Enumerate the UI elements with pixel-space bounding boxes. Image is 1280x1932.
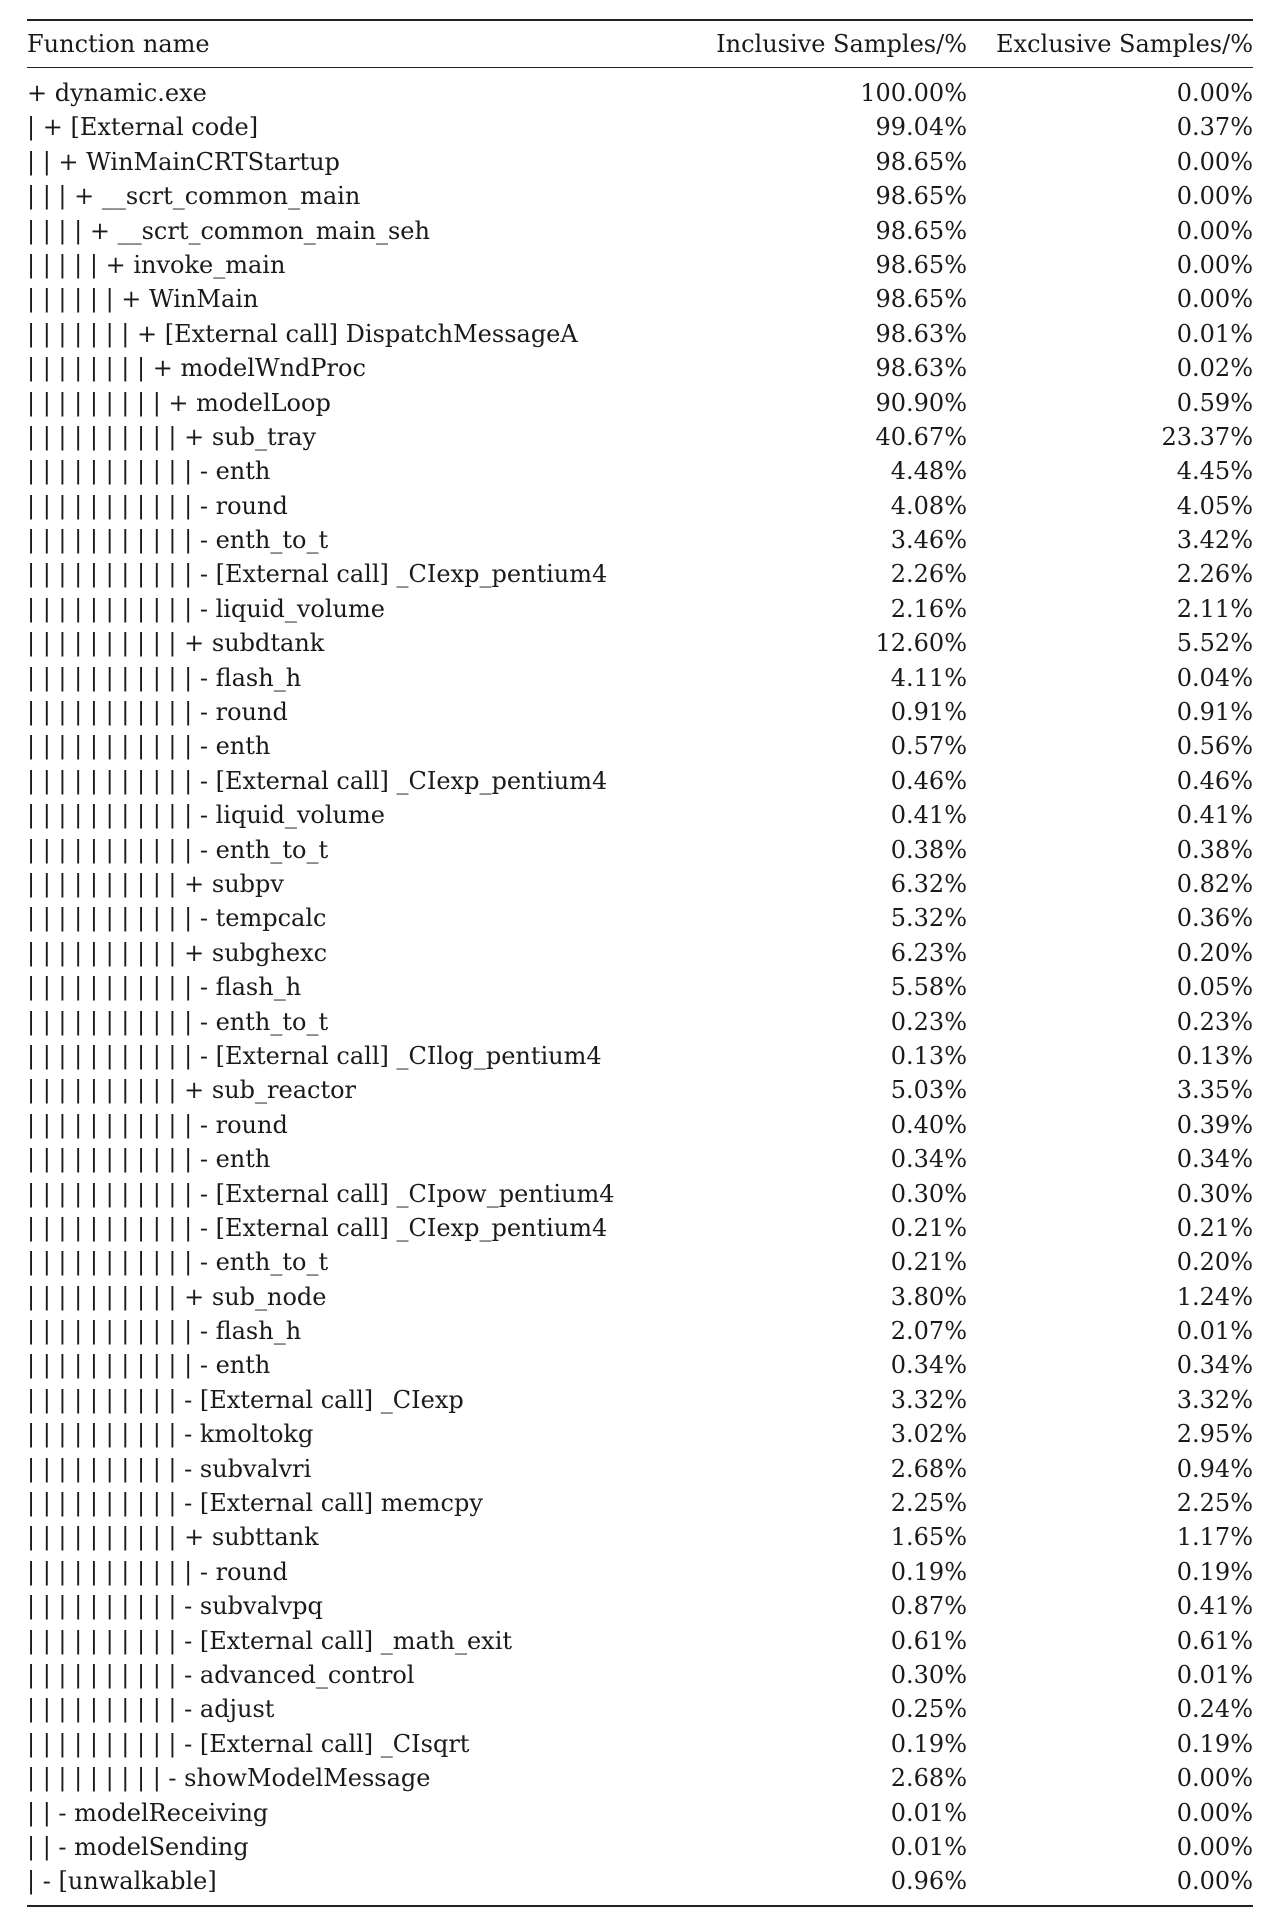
inclusive-samples-cell: 0.23%	[890, 1007, 967, 1036]
table-row	[27, 833, 1253, 867]
exclusive-samples-cell: 0.01%	[1176, 1317, 1253, 1346]
inclusive-samples-cell: 40.67%	[875, 422, 967, 451]
table-row	[27, 1864, 1253, 1898]
header-exclusive-samples: Exclusive Samples/%	[996, 30, 1253, 58]
function-name-cell: | | | | | | | | | | + sub_tray	[27, 422, 317, 451]
table-row	[27, 386, 1253, 420]
inclusive-samples-cell: 0.34%	[890, 1145, 967, 1174]
inclusive-samples-cell: 3.46%	[890, 526, 967, 555]
function-name-cell: | | - modelReceiving	[27, 1798, 269, 1827]
table-row	[27, 1005, 1253, 1039]
header-inclusive-samples: Inclusive Samples/%	[716, 30, 967, 58]
exclusive-samples-cell: 2.25%	[1176, 1489, 1253, 1518]
exclusive-samples-cell: 0.00%	[1176, 1798, 1253, 1827]
inclusive-samples-cell: 2.68%	[890, 1454, 967, 1483]
table-row	[27, 901, 1253, 935]
function-name-cell: | | | | | | | | | | | - [External call] _CIpow_pentium4	[27, 1179, 615, 1208]
table-row	[27, 1658, 1253, 1692]
table-row	[27, 1727, 1253, 1761]
function-name-cell: | | | | | | | | | | | - liquid_volume	[27, 594, 385, 623]
exclusive-samples-cell: 2.26%	[1176, 560, 1253, 589]
inclusive-samples-cell: 0.87%	[890, 1592, 967, 1621]
exclusive-samples-cell: 0.56%	[1176, 732, 1253, 761]
inclusive-samples-cell: 98.65%	[875, 182, 967, 211]
table-row	[27, 729, 1253, 763]
function-name-cell: | | | | | | | | | | + sub_node	[27, 1282, 327, 1311]
exclusive-samples-cell: 0.39%	[1176, 1110, 1253, 1139]
table-bottom-rule	[27, 1905, 1253, 1907]
function-name-cell: | | | | | | | | | | + subttank	[27, 1523, 319, 1552]
function-name-cell: | | | | | | | | | | | - enth_to_t	[27, 1248, 329, 1277]
exclusive-samples-cell: 0.41%	[1176, 801, 1253, 830]
table-row	[27, 282, 1253, 316]
function-name-cell: + dynamic.exe	[27, 79, 207, 107]
table-row	[27, 1245, 1253, 1279]
function-name-cell: | | | | | | | | | - showModelMessage	[27, 1764, 431, 1793]
function-name-cell: | | | | | | | | | | | - round	[27, 698, 288, 727]
inclusive-samples-cell: 2.26%	[890, 560, 967, 589]
function-name-cell: | | | | | | | | | | + subdtank	[27, 629, 325, 658]
inclusive-samples-cell: 0.34%	[890, 1351, 967, 1380]
table-row	[27, 1692, 1253, 1726]
table-row	[27, 798, 1253, 832]
exclusive-samples-cell: 0.23%	[1176, 1007, 1253, 1036]
inclusive-samples-cell: 100.00%	[860, 79, 967, 107]
table-row	[27, 1039, 1253, 1073]
table-row	[27, 661, 1253, 695]
inclusive-samples-cell: 0.38%	[890, 835, 967, 864]
function-name-cell: | | | | | | | | | | | - enth	[27, 1145, 271, 1174]
exclusive-samples-cell: 0.00%	[1176, 182, 1253, 211]
exclusive-samples-cell: 0.20%	[1176, 938, 1253, 967]
function-name-cell: | | | | | | | | | | + subpv	[27, 869, 284, 898]
exclusive-samples-cell: 0.38%	[1176, 835, 1253, 864]
exclusive-samples-cell: 3.42%	[1176, 526, 1253, 555]
function-name-cell: | | | | | | | | | | - adjust	[27, 1695, 275, 1724]
function-name-cell: | | | | | | | | | | + sub_reactor	[27, 1076, 357, 1105]
table-row	[27, 1073, 1253, 1107]
function-name-cell: | | - modelSending	[27, 1832, 249, 1861]
exclusive-samples-cell: 0.00%	[1176, 79, 1253, 107]
function-name-cell: | | | | | | | | | | | - enth_to_t	[27, 835, 329, 864]
table-row	[27, 936, 1253, 970]
exclusive-samples-cell: 0.05%	[1176, 973, 1253, 1002]
inclusive-samples-cell: 0.40%	[890, 1110, 967, 1139]
inclusive-samples-cell: 4.48%	[890, 457, 967, 486]
table-row	[27, 1211, 1253, 1245]
function-name-cell: | | | | | | | | | | | - round	[27, 1557, 288, 1586]
inclusive-samples-cell: 98.65%	[875, 216, 967, 245]
exclusive-samples-cell: 0.00%	[1176, 1832, 1253, 1861]
function-name-cell: | | | | | | | | | | | - [External call] _CIexp_pentium4	[27, 560, 608, 589]
table-row	[27, 1486, 1253, 1520]
exclusive-samples-cell: 0.00%	[1176, 285, 1253, 314]
table-row	[27, 626, 1253, 660]
exclusive-samples-cell: 0.59%	[1176, 388, 1253, 417]
inclusive-samples-cell: 98.63%	[875, 319, 967, 348]
table-row	[27, 1452, 1253, 1486]
inclusive-samples-cell: 99.04%	[875, 113, 967, 142]
table-row	[27, 1520, 1253, 1554]
profiler-table	[27, 19, 1253, 1907]
table-row	[27, 1177, 1253, 1211]
function-name-cell: | | | | + __scrt_common_main_seh	[27, 216, 430, 245]
function-name-cell: | | | | | | | | | | - [External call] memcpy	[27, 1489, 483, 1518]
inclusive-samples-cell: 0.01%	[890, 1832, 967, 1861]
exclusive-samples-cell: 0.94%	[1176, 1454, 1253, 1483]
function-name-cell: | | | | | | | | | | | - enth	[27, 732, 271, 761]
inclusive-samples-cell: 2.25%	[890, 1489, 967, 1518]
function-name-cell: | | | | | | | | | | | - liquid_volume	[27, 801, 385, 830]
table-row	[27, 1761, 1253, 1795]
function-name-cell: | | | | | | | | | | | - enth_to_t	[27, 1007, 329, 1036]
exclusive-samples-cell: 0.24%	[1176, 1695, 1253, 1724]
exclusive-samples-cell: 0.82%	[1176, 869, 1253, 898]
function-name-cell: | | | | | | | | | | - [External call] _CIsqrt	[27, 1729, 470, 1758]
function-name-cell: | | | | | | | | | | | - enth	[27, 1351, 271, 1380]
exclusive-samples-cell: 0.19%	[1176, 1557, 1253, 1586]
table-row	[27, 1589, 1253, 1623]
function-name-cell: | | | | | | | | | | | - [External call] _CIlog_pentium4	[27, 1041, 602, 1070]
exclusive-samples-cell: 0.02%	[1176, 354, 1253, 383]
function-name-cell: | | | | | | | | | | - advanced_control	[27, 1660, 415, 1689]
exclusive-samples-cell: 4.45%	[1176, 457, 1253, 486]
table-row	[27, 764, 1253, 798]
exclusive-samples-cell: 0.20%	[1176, 1248, 1253, 1277]
inclusive-samples-cell: 0.13%	[890, 1041, 967, 1070]
exclusive-samples-cell: 2.95%	[1176, 1420, 1253, 1449]
function-name-cell: | | | | | | + WinMain	[27, 285, 259, 314]
table-row	[27, 1796, 1253, 1830]
exclusive-samples-cell: 0.01%	[1176, 319, 1253, 348]
table-row	[27, 1555, 1253, 1589]
inclusive-samples-cell: 98.65%	[875, 147, 967, 176]
exclusive-samples-cell: 0.37%	[1176, 113, 1253, 142]
function-name-cell: | | | | | | | | | | + subghexc	[27, 938, 328, 967]
inclusive-samples-cell: 0.46%	[890, 766, 967, 795]
table-row	[27, 420, 1253, 454]
table-row	[27, 1348, 1253, 1382]
function-name-cell: | | | | | | | | | | - subvalvpq	[27, 1592, 323, 1621]
function-name-cell: | | | | | | | | | | | - enth	[27, 457, 271, 486]
exclusive-samples-cell: 0.19%	[1176, 1729, 1253, 1758]
inclusive-samples-cell: 98.65%	[875, 250, 967, 279]
table-body	[27, 68, 1253, 1905]
inclusive-samples-cell: 0.91%	[890, 698, 967, 727]
table-row	[27, 1624, 1253, 1658]
exclusive-samples-cell: 2.11%	[1176, 594, 1253, 623]
inclusive-samples-cell: 98.63%	[875, 354, 967, 383]
function-name-cell: | | | | | | | | | | | - enth_to_t	[27, 526, 329, 555]
table-row	[27, 1417, 1253, 1451]
exclusive-samples-cell: 0.36%	[1176, 904, 1253, 933]
exclusive-samples-cell: 0.00%	[1176, 1867, 1253, 1896]
function-name-cell: | | | | | | | | | | | - flash_h	[27, 663, 302, 692]
function-name-cell: | | | | | | | | | + modelLoop	[27, 388, 331, 417]
inclusive-samples-cell: 0.21%	[890, 1248, 967, 1277]
inclusive-samples-cell: 0.21%	[890, 1213, 967, 1242]
inclusive-samples-cell: 2.68%	[890, 1764, 967, 1793]
inclusive-samples-cell: 0.30%	[890, 1660, 967, 1689]
function-name-cell: | | | | | + invoke_main	[27, 250, 286, 279]
inclusive-samples-cell: 0.19%	[890, 1557, 967, 1586]
function-name-cell: | | | | | | | | | | | - [External call] _CIexp_pentium4	[27, 1213, 608, 1242]
exclusive-samples-cell: 0.13%	[1176, 1041, 1253, 1070]
header-function-name: Function name	[27, 30, 210, 58]
inclusive-samples-cell: 6.32%	[890, 869, 967, 898]
exclusive-samples-cell: 0.00%	[1176, 250, 1253, 279]
table-row	[27, 523, 1253, 557]
table-row	[27, 1142, 1253, 1176]
inclusive-samples-cell: 5.32%	[890, 904, 967, 933]
table-row	[27, 1314, 1253, 1348]
function-name-cell: | | | | | | | | | | - [External call] _CIexp	[27, 1385, 464, 1414]
exclusive-samples-cell: 0.00%	[1176, 216, 1253, 245]
table-row	[27, 110, 1253, 144]
function-name-cell: | | | + __scrt_common_main	[27, 182, 361, 211]
function-name-cell: | | | | | | | | | | - [External call] _math_exit	[27, 1626, 513, 1655]
table-row	[27, 970, 1253, 1004]
table-row	[27, 317, 1253, 351]
inclusive-samples-cell: 4.11%	[890, 663, 967, 692]
table-row	[27, 248, 1253, 282]
exclusive-samples-cell: 0.01%	[1176, 1660, 1253, 1689]
exclusive-samples-cell: 0.21%	[1176, 1213, 1253, 1242]
table-row	[27, 454, 1253, 488]
inclusive-samples-cell: 2.16%	[890, 594, 967, 623]
exclusive-samples-cell: 23.37%	[1161, 422, 1253, 451]
inclusive-samples-cell: 5.03%	[890, 1076, 967, 1105]
table-row	[27, 1108, 1253, 1142]
inclusive-samples-cell: 3.80%	[890, 1282, 967, 1311]
table-row	[27, 695, 1253, 729]
table-row	[27, 867, 1253, 901]
inclusive-samples-cell: 3.32%	[890, 1385, 967, 1414]
inclusive-samples-cell: 0.30%	[890, 1179, 967, 1208]
function-name-cell: | + [External code]	[27, 113, 259, 142]
exclusive-samples-cell: 0.00%	[1176, 1764, 1253, 1793]
inclusive-samples-cell: 12.60%	[875, 629, 967, 658]
inclusive-samples-cell: 3.02%	[890, 1420, 967, 1449]
function-name-cell: | | | | | | | | | | | - tempcalc	[27, 904, 327, 933]
exclusive-samples-cell: 0.91%	[1176, 698, 1253, 727]
exclusive-samples-cell: 0.41%	[1176, 1592, 1253, 1621]
exclusive-samples-cell: 0.61%	[1176, 1626, 1253, 1655]
function-name-cell: | | | | | | | | | | | - flash_h	[27, 1317, 302, 1346]
exclusive-samples-cell: 0.34%	[1176, 1351, 1253, 1380]
inclusive-samples-cell: 5.58%	[890, 973, 967, 1002]
table-row	[27, 1383, 1253, 1417]
function-name-cell: | | | | | | | | | | - subvalvri	[27, 1454, 312, 1483]
table-row	[27, 557, 1253, 591]
inclusive-samples-cell: 4.08%	[890, 491, 967, 520]
function-name-cell: | | | | | | | | | | - kmoltokg	[27, 1420, 314, 1449]
table-row	[27, 1830, 1253, 1864]
exclusive-samples-cell: 0.46%	[1176, 766, 1253, 795]
exclusive-samples-cell: 0.30%	[1176, 1179, 1253, 1208]
function-name-cell: | | | | | | | | | | | - [External call] _CIexp_pentium4	[27, 766, 608, 795]
inclusive-samples-cell: 6.23%	[890, 938, 967, 967]
exclusive-samples-cell: 1.24%	[1176, 1282, 1253, 1311]
inclusive-samples-cell: 0.41%	[890, 801, 967, 830]
function-name-cell: | | | | | | | | | | | - round	[27, 1110, 288, 1139]
exclusive-samples-cell: 0.34%	[1176, 1145, 1253, 1174]
inclusive-samples-cell: 0.96%	[890, 1867, 967, 1896]
function-name-cell: | | | | | | | + [External call] DispatchMessageA	[27, 319, 578, 348]
inclusive-samples-cell: 0.01%	[890, 1798, 967, 1827]
exclusive-samples-cell: 4.05%	[1176, 491, 1253, 520]
exclusive-samples-cell: 1.17%	[1176, 1523, 1253, 1552]
inclusive-samples-cell: 0.61%	[890, 1626, 967, 1655]
inclusive-samples-cell: 90.90%	[875, 388, 967, 417]
function-name-cell: | - [unwalkable]	[27, 1867, 217, 1896]
inclusive-samples-cell: 0.19%	[890, 1729, 967, 1758]
table-row	[27, 1280, 1253, 1314]
table-row	[27, 76, 1253, 110]
exclusive-samples-cell: 0.04%	[1176, 663, 1253, 692]
exclusive-samples-cell: 3.32%	[1176, 1385, 1253, 1414]
table-row	[27, 214, 1253, 248]
table-row	[27, 145, 1253, 179]
table-header-row	[27, 21, 1253, 67]
inclusive-samples-cell: 98.65%	[875, 285, 967, 314]
inclusive-samples-cell: 0.25%	[890, 1695, 967, 1724]
function-name-cell: | | + WinMainCRTStartup	[27, 147, 340, 176]
function-name-cell: | | | | | | | | + modelWndProc	[27, 354, 366, 383]
table-row	[27, 592, 1253, 626]
function-name-cell: | | | | | | | | | | | - round	[27, 491, 288, 520]
inclusive-samples-cell: 0.57%	[890, 732, 967, 761]
inclusive-samples-cell: 2.07%	[890, 1317, 967, 1346]
exclusive-samples-cell: 5.52%	[1176, 629, 1253, 658]
exclusive-samples-cell: 3.35%	[1176, 1076, 1253, 1105]
inclusive-samples-cell: 1.65%	[890, 1523, 967, 1552]
exclusive-samples-cell: 0.00%	[1176, 147, 1253, 176]
table-row	[27, 351, 1253, 385]
function-name-cell: | | | | | | | | | | | - flash_h	[27, 973, 302, 1002]
table-row	[27, 489, 1253, 523]
table-row	[27, 179, 1253, 213]
